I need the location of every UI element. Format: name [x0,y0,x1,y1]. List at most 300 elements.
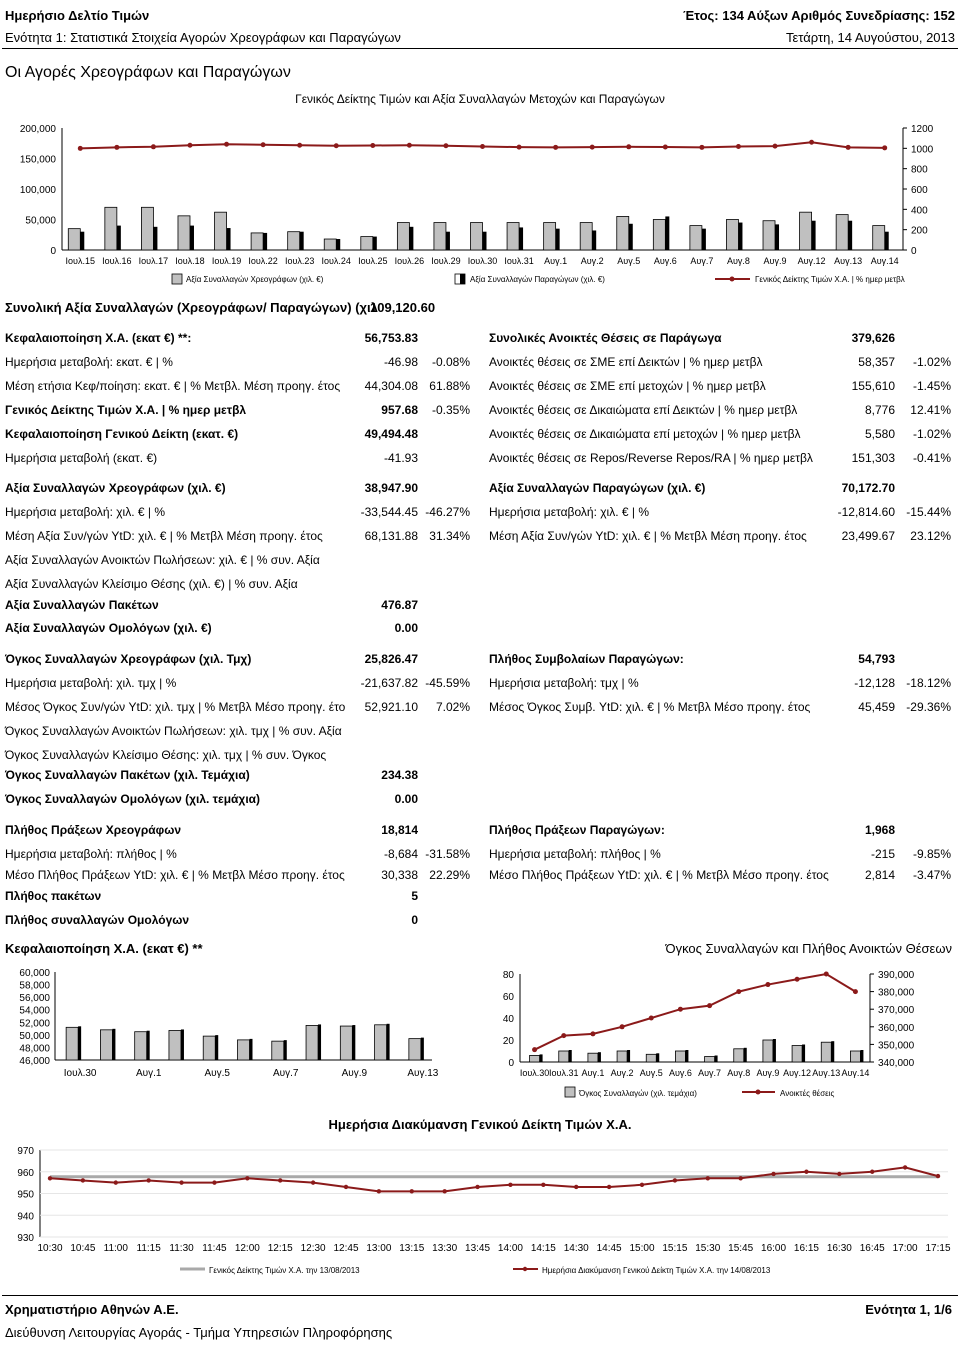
y-tick-left: 0 [508,1058,514,1069]
open-positions-point [736,989,741,994]
x-tick-label: Ιουλ.29 [431,256,461,266]
bar-derivatives [848,221,852,250]
session-info: Έτος: 134 Αύξων Αριθμός Συνεδρίασης: 152 [683,8,955,23]
stat-value: -215 [870,847,895,861]
x-tick-label: Αυγ.1 [544,256,568,266]
stat-percent: -46.27% [425,505,470,519]
main-chart [0,110,960,292]
x-tick-label: Αυγ.13 [834,256,863,266]
x-tick-label: Αυγ.7 [273,1068,299,1079]
legend-label-securities: Αξία Συναλλαγών Χρεογράφων (χιλ. €) [186,275,324,284]
stat-percent: -18.12% [906,676,951,690]
index-point [480,144,485,149]
stat-percent: 61.88% [429,379,470,393]
stat-percent: -1.02% [912,355,951,369]
index-point [699,145,704,150]
volume-bar-shadow [860,1050,863,1062]
cap-bar-shadow [78,1026,81,1060]
bar-derivatives [775,224,779,250]
volume-bar [705,1057,715,1063]
today-point [344,1185,348,1189]
x-tick-label: 16:00 [761,1243,787,1254]
stat-percent: -9.85% [912,847,951,861]
stat-label: Πλήθος Συμβολαίων Παραγώγων: [489,652,684,666]
cap-bar-shadow [250,1039,253,1060]
bar-securities [726,220,738,251]
x-tick-label: 12:15 [267,1243,293,1254]
stat-value: 155,610 [851,379,895,393]
open-positions-point [824,972,829,977]
x-tick-label: Αυγ.1 [135,1068,162,1079]
x-tick-label: Αυγ.2 [610,1068,634,1078]
index-point [261,142,266,147]
volume-bar [821,1042,831,1062]
bar-derivatives [556,229,560,250]
stat-value: -33,544.45 [360,505,418,519]
report-date: Τετάρτη, 14 Αυγούστου, 2013 [785,30,955,45]
x-tick-label: 10:45 [70,1243,96,1254]
legend-label-open: Ανοικτές θέσεις [780,1089,835,1098]
stat-percent: -45.59% [425,676,470,690]
index-point [773,144,778,149]
bar-securities [617,216,629,250]
x-tick-label: 12:30 [300,1243,326,1254]
cap-bar [169,1030,181,1060]
y-tick: 960 [17,1167,34,1179]
x-tick-label: Ιουλ.31 [549,1068,579,1078]
stat-value: -46.98 [383,355,418,369]
y-tick-right: 360,000 [878,1022,915,1034]
x-tick-label: Αυγ.5 [204,1068,230,1079]
stat-value: 49,494.48 [364,427,418,441]
y-tick-left: 40 [502,1014,514,1025]
legend-label-today: Ημερήσια Διακύμανση Γενικού Δείκτη Τιμών Χ.Α. την 14/08/2013 [542,1266,771,1275]
bar-securities [434,223,446,250]
stat-label: Συνολικές Ανοικτές Θέσεις σε Παράγωγα [489,331,722,345]
stat-label: Μέση ετήσια Κεφ/ποίηση: εκατ. € | % Μετβλ. Μέση προηγ. έτος [5,379,341,393]
today-point [48,1176,52,1180]
today-point [903,1165,907,1169]
y-tick: 930 [17,1233,34,1244]
bar-derivatives [409,227,413,250]
index-point [553,145,558,150]
today-point [475,1185,479,1189]
x-tick-label: 13:45 [465,1243,491,1254]
cap-bar [375,1025,387,1060]
stat-percent: -3.47% [912,868,951,882]
total-value: 109,120.60 [370,300,436,315]
legend-swatch-today-dot [523,1267,527,1271]
cap-bar-shadow [421,1038,424,1060]
x-tick-label: Ιουλ.30 [519,1068,550,1078]
stat-label: Πλήθος Πράξεων Χρεογράφων [5,823,182,837]
x-tick-label: Αυγ.9 [763,256,787,266]
y-tick-left: 150,000 [19,154,56,166]
today-point [212,1180,216,1184]
stat-label: Μέσο Πλήθος Πράξεων YtD: χιλ. € | % Μετβλ Μέσο προηγ. έτος [489,868,829,882]
bar-securities [763,221,775,250]
stat-percent: 31.34% [429,529,470,543]
stat-value: 56,753.83 [364,331,418,345]
stat-label: Όγκος Συναλλαγών Χρεογράφων (χιλ. Τμχ) [5,652,252,666]
volume-bar [675,1051,685,1062]
stat-label: Ημερήσια μεταβολή: χιλ. τμχ | % [5,676,177,690]
x-tick-label: Αυγ.7 [698,1068,722,1078]
open-positions-point [678,1007,683,1012]
index-point [224,142,229,147]
x-tick-label: 15:30 [695,1243,721,1254]
index-point [370,143,375,148]
bar-securities [397,223,409,250]
stat-value: 54,793 [858,652,895,666]
bar-derivatives [519,227,523,250]
y-tick: 48,000 [19,1043,50,1055]
stat-value: 957.68 [381,403,418,417]
legend-label-derivatives: Αξία Συναλλαγών Παραγώγων (χιλ. €) [470,275,605,284]
stat-percent: 7.02% [435,700,470,714]
volume-bar-shadow [831,1041,834,1062]
today-point [146,1178,150,1182]
x-tick-label: 12:00 [234,1243,260,1254]
x-tick-label: Αυγ.12 [797,256,826,266]
x-tick-label: 16:45 [859,1243,885,1254]
open-positions-point [707,1003,712,1008]
bar-derivatives [80,232,84,250]
today-point [179,1180,183,1184]
y-tick: 60,000 [19,968,50,979]
volume-bar [792,1046,802,1063]
index-point [334,143,339,148]
x-tick-label: 14:00 [497,1243,523,1254]
x-tick-label: Αυγ.13 [812,1068,841,1078]
stat-value: 5 [411,889,418,903]
x-tick-label: 13:15 [399,1243,425,1254]
stat-label: Όγκος Συναλλαγών Πακέτων (χιλ. Τεμάχια) [5,768,250,782]
stat-value: -41.93 [383,451,418,465]
x-tick-label: Αυγ.5 [617,256,641,266]
legend-swatch-securities [172,274,182,284]
stat-value: 30,338 [381,868,418,882]
footer-page: Ενότητα 1, 1/6 [865,1302,952,1317]
x-tick-label: 14:15 [530,1243,556,1254]
volume-bar [530,1055,540,1062]
bar-derivatives [738,223,742,250]
bar-derivatives [300,232,304,250]
stat-label: Ημερήσια μεταβολή: χιλ. € | % [489,505,649,519]
cap-bar [306,1025,318,1060]
stat-percent: 22.29% [429,868,470,882]
legend-label-volume: Όγκος Συναλλαγών (χιλ. τεμάχια) [579,1089,697,1098]
stat-value: 52,921.10 [364,700,418,714]
x-tick-label: 12:45 [333,1243,359,1254]
stat-value: 1,968 [864,823,895,837]
bar-derivatives [153,227,157,250]
legend-swatch-derivatives-fill [460,274,465,284]
open-positions-point [765,982,770,987]
section-subtitle: Ενότητα 1: Στατιστικά Στοιχεία Αγορών Χρεογράφων και Παραγώγων [5,30,401,45]
stat-value: -21,637.82 [360,676,418,690]
volume-bar-shadow [569,1050,572,1062]
bar-derivatives [336,239,340,250]
stat-value: 476.87 [381,598,418,612]
index-point [846,145,851,150]
volume-bar-shadow [773,1039,776,1062]
x-tick-label: 16:15 [793,1243,819,1254]
x-tick-label: 10:30 [37,1243,63,1254]
stat-label: Ημερήσια μεταβολή: πλήθος | % [489,847,661,861]
stat-label: Αξία Συναλλαγών Ομολόγων (χιλ. €) [5,621,212,635]
stat-label: Πλήθος συναλλαγών Ομολόγων [5,913,190,927]
stat-label: Μέσος Όγκος Συν/γών YtD: χιλ. τμχ | % Μετβλ Μέσο προηγ. έτο [5,700,346,714]
y-tick-right: 600 [911,185,928,196]
stat-label: Μέσο Πλήθος Πράξεων YtD: χιλ. € | % Μετβλ Μέσο προηγ. έτος [5,868,345,882]
volume-bar-shadow [744,1048,747,1062]
today-point [278,1178,282,1182]
x-tick-label: 15:45 [728,1243,754,1254]
cap-bar [66,1027,78,1060]
header-rule [2,48,958,49]
volume-bar [646,1054,656,1062]
bar-derivatives [263,233,267,250]
bar-derivatives [227,228,231,250]
x-tick-label: Αυγ.1 [581,1068,605,1078]
today-point [640,1183,644,1187]
x-tick-label: 14:45 [596,1243,622,1254]
x-tick-label: Ιουλ.30 [467,256,498,266]
index-point [78,146,83,151]
stat-label: Ανοικτές θέσεις σε ΣΜΕ επί Δεικτών | % ημερ μετβλ [489,355,763,369]
today-point [114,1180,118,1184]
index-point [407,143,412,148]
cap-chart [0,960,440,1085]
cap-bar [409,1039,421,1060]
bar-securities [653,220,665,251]
volume-bar [734,1049,744,1062]
y-tick: 56,000 [19,993,50,1005]
bar-derivatives [373,237,377,250]
stat-value: 23,499.67 [841,529,895,543]
open-positions-point [620,1024,625,1029]
volume-bar [617,1051,627,1062]
y-tick-right: 390,000 [878,970,915,981]
index-point [663,145,668,150]
stat-label: Κεφαλαιοποίηση Χ.Α. (εκατ €) **: [5,331,192,345]
stat-value: 45,459 [858,700,895,714]
index-point [736,144,741,149]
stat-percent: -31.58% [425,847,470,861]
bar-securities [68,229,80,250]
stat-value: 58,357 [858,355,895,369]
today-point [311,1180,315,1184]
volume-bar-shadow [627,1050,630,1062]
x-tick-label: Αυγ.14 [841,1068,870,1078]
stat-value: 44,304.08 [364,379,418,393]
x-tick-label: Αυγ.12 [783,1068,812,1078]
y-tick-right: 200 [911,225,928,237]
y-tick: 54,000 [19,1005,50,1017]
stat-value: 0.00 [394,792,418,806]
today-point [574,1185,578,1189]
today-point [673,1178,677,1182]
total-label: Συνολική Αξία Συναλλαγών (Χρεογράφων/ Παραγώγων) (χιλ [5,300,378,315]
x-tick-label: 13:30 [432,1243,458,1254]
volume-chart [470,960,960,1110]
y-tick-left: 0 [50,246,56,257]
x-tick-label: 17:00 [892,1243,918,1254]
x-tick-label: Ιουλ.25 [358,256,388,266]
x-tick-label: Αυγ.13 [407,1068,439,1079]
bar-securities [873,226,885,250]
stat-percent: -0.35% [431,403,470,417]
bar-securities [471,223,483,250]
stat-value: 5,580 [864,427,895,441]
cap-bar-shadow [215,1035,218,1060]
y-tick: 940 [17,1211,34,1223]
today-point [607,1185,611,1189]
cap-bar [238,1040,250,1060]
cap-bar-shadow [352,1025,355,1060]
bar-derivatives [117,226,121,250]
y-tick: 50,000 [19,1030,50,1042]
stat-label: Ημερήσια μεταβολή: εκατ. € | % [5,355,173,369]
stat-label: Κεφαλαιοποίηση Γενικού Δείκτη (εκατ. €) [5,427,239,441]
x-tick-label: 13:00 [366,1243,392,1254]
stat-label: Ημερήσια μεταβολή (εκατ. €) [5,451,158,465]
bar-securities [507,223,519,250]
bar-derivatives [885,232,889,250]
bar-derivatives [592,230,596,250]
volume-bar-shadow [598,1052,601,1062]
today-point [81,1178,85,1182]
bar-securities [324,239,336,250]
y-tick-right: 1000 [911,144,934,156]
y-tick: 46,000 [19,1056,50,1067]
y-tick: 52,000 [19,1018,50,1030]
x-tick-label: Αυγ.6 [668,1068,692,1078]
volume-bar [763,1040,773,1062]
index-point [882,145,887,150]
bar-securities [251,233,263,250]
stat-label: Αξία Συναλλαγών Ανοικτών Πωλήσεων: χιλ. € | % συν. Αξία [5,553,320,567]
stat-label: Πλήθος πακέτων [5,889,102,903]
open-positions-point [795,977,800,982]
cap-bar-shadow [181,1029,184,1060]
stat-value: 234.38 [381,768,418,782]
volume-bar [559,1051,569,1062]
x-tick-label: Ιουλ.31 [504,256,534,266]
volume-bar [588,1053,598,1062]
stat-value: 38,947.90 [364,481,418,495]
index-point [809,140,814,145]
stat-percent: -1.45% [912,379,951,393]
today-point [508,1183,512,1187]
bar-securities [215,212,227,250]
y-tick-left: 100,000 [19,185,56,196]
bar-securities [580,223,592,250]
cap-bar [135,1032,147,1060]
y-tick-left: 80 [502,970,514,981]
legend-swatch-open-dot [756,1090,761,1095]
stat-value: 8,776 [864,403,895,417]
x-tick-label: 11:00 [103,1243,128,1254]
cap-bar [272,1041,284,1060]
stat-label: Ανοικτές θέσεις σε Δικαιώματα επί Δεικτών | % ημερ μετβλ [489,403,798,417]
bar-securities [690,226,702,250]
cap-chart-title: Κεφαλαιοποίηση Χ.Α. (εκατ €) ** [5,941,203,956]
stat-label: Αξία Συναλλαγών Κλείσιμο Θέσης (χιλ. €) | % συν. Αξία [5,577,298,591]
y-tick-left: 20 [502,1036,514,1047]
index-point [517,145,522,150]
today-point [804,1170,808,1174]
y-tick-right: 400 [911,205,928,217]
y-tick-right: 380,000 [878,987,915,999]
open-positions-line [535,974,856,1050]
stat-percent: -1.02% [912,427,951,441]
stat-value: 0.00 [394,621,418,635]
x-tick-label: 11:30 [169,1243,194,1254]
x-tick-label: Ιουλ.26 [394,256,425,266]
intraday-title: Ημερήσια Διακύμανση Γενικού Δείκτη Τιμών Χ.Α. [328,1117,632,1132]
volume-bar-shadow [715,1056,718,1063]
cap-bar [340,1026,352,1060]
x-tick-label: 17:15 [925,1243,951,1254]
x-tick-label: 15:15 [662,1243,688,1254]
stat-percent: -0.08% [431,355,470,369]
stat-value: 18,814 [381,823,418,837]
today-point [442,1189,446,1193]
today-point [738,1176,742,1180]
report-title: Ημερήσιο Δελτίο Τιμών [5,8,150,23]
stat-label: Πλήθος Πράξεων Παραγώγων: [489,823,665,837]
bar-securities [288,232,300,250]
stat-label: Όγκος Συναλλαγών Ανοικτών Πωλήσεων: χιλ. τμχ | % συν. Αξία [5,724,342,738]
x-tick-label: Ιουλ.22 [248,256,278,266]
volume-bar-shadow [540,1054,543,1062]
y-tick-left: 60 [502,992,514,1003]
stat-percent: 23.12% [910,529,951,543]
bar-securities [800,212,812,250]
bar-derivatives [629,224,633,250]
bar-securities [178,216,190,250]
x-tick-label: Αυγ.14 [870,256,899,266]
stat-percent: 12.41% [910,403,951,417]
y-tick-right: 370,000 [878,1005,915,1017]
x-tick-label: Αυγ.7 [690,256,714,266]
x-tick-label: Αυγ.6 [653,256,677,266]
stat-label: Ημερήσια μεταβολή: χιλ. € | % [5,505,165,519]
stat-value: 70,172.70 [841,481,895,495]
stat-value: -12,128 [854,676,895,690]
stat-value: 151,303 [851,451,895,465]
stat-label: Μέση Αξία Συν/γών YtD: χιλ. € | % Μετβλ Μέση προηγ. έτος [5,529,323,543]
intraday-chart [0,1135,960,1285]
y-tick-right: 340,000 [878,1058,915,1069]
cap-bar-shadow [387,1024,390,1060]
today-point [377,1189,381,1193]
today-point [936,1174,940,1178]
x-tick-label: Αυγ.9 [756,1068,780,1078]
legend-label-prev: Γενικός Δείκτης Τιμών Χ.Α. την 13/08/2013 [209,1266,360,1275]
bar-securities [105,207,117,250]
today-point [870,1170,874,1174]
index-point [187,143,192,148]
footer-department: Διεύθυνση Λειτουργίας Αγοράς - Τμήμα Υπηρεσιών Πληροφόρησης [5,1325,393,1340]
x-tick-label: Αυγ.8 [727,1068,751,1078]
cap-bar-shadow [284,1040,287,1060]
stat-label: Μέσος Όγκος Συμβ. YtD: χιλ. € | % Μετβλ Μέσο προηγ. έτος [489,700,811,714]
x-tick-label: 11:45 [202,1243,227,1254]
today-point [706,1176,710,1180]
